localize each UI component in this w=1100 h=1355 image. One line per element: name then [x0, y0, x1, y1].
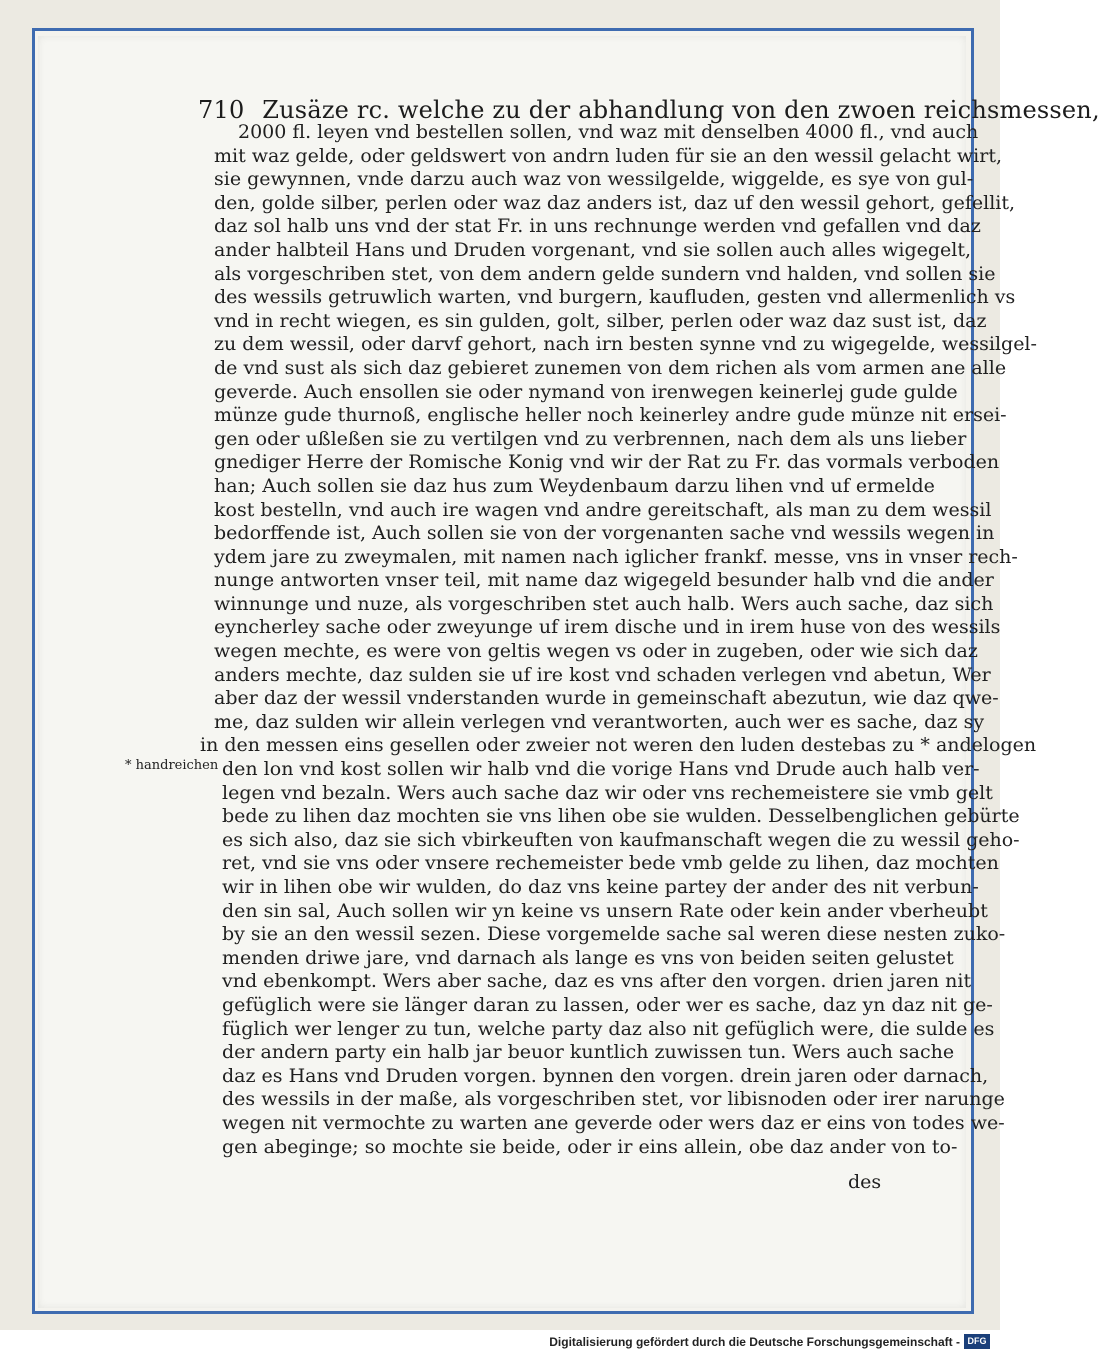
text-line: ander halbteil Hans und Druden vorgenant, vnd sie sollen auch alles wigegelt, [214, 238, 972, 261]
catchword: des [848, 1171, 882, 1193]
text-line: des wessils in der maße, als vorgeschriben stet, vor libisnoden oder irer narunge [222, 1088, 1005, 1111]
text-line: geverde. Auch ensollen sie oder nymand von irenwegen keinerlej gude gulde [214, 380, 958, 403]
text-line: zu dem wessil, oder darvf gehort, nach irn besten synne vnd zu wigegelde, wessilgel- [214, 333, 1037, 356]
running-title: Zusäze rc. welche zu der abhandlung von den zwoen reichsmessen, [262, 96, 1100, 124]
body-text [200, 121, 1037, 1159]
text-line: wir in lihen obe wir wulden, do daz vns keine partey der ander des nit verbun- [222, 876, 979, 898]
text-line: es sich also, daz sie sich vbirkeuften von kaufmanschaft wegen die zu wessil geho- [222, 828, 1020, 851]
text-line: bede zu lihen daz mochten sie vns lihen obe sie wulden. Desselbenglichen gebürte [222, 805, 1020, 828]
funding-credit: Digitalisierung gefördert durch die Deutsche Forschungsgemeinschaft - [549, 1335, 960, 1349]
text-line: vnd ebenkompt. Wers aber sache, daz es vns after den vorgen. drien jaren nit [222, 970, 972, 993]
marginal-note: * handreichen [125, 758, 219, 773]
text-line: han; Auch sollen sie daz hus zum Weydenbaum darzu lihen vnd uf ermelde [214, 474, 935, 497]
text-line: daz es Hans vnd Druden vorgen. bynnen den vorgen. drein jaren oder darnach, [222, 1064, 989, 1087]
text-line: nunge antworten vnser teil, mit name daz wigegeld besunder halb vnd die ander [214, 569, 994, 592]
text-line: den, golde silber, perlen oder waz daz anders ist, daz uf den wessil gehort, gefellit, [214, 191, 1016, 214]
text-line: daz sol halb uns vnd der stat Fr. in uns rechnunge werden vnd gefallen vnd daz [214, 215, 981, 238]
text-line: 2000 fl. leyen vnd bestellen sollen, vnd waz mit denselben 4000 fl., vnd auch [238, 121, 979, 143]
text-line: in den messen eins gesellen oder zweier not weren den luden destebas zu * andelogen [200, 734, 1037, 757]
text-line: anders mechte, daz sulden sie uf ire kost vnd schaden verlegen vnd abetun, Wer [214, 663, 991, 686]
text-line: der andern party ein halb jar beuor kuntlich zuwissen tun. Wers auch sache [222, 1041, 955, 1064]
text-line: eyncherley sache oder zweyunge uf irem dische und in irem huse von des wessils [214, 616, 1001, 639]
text-line: me, daz sulden wir allein verlegen vnd verantworten, auch wer es sache, daz sy [214, 710, 985, 733]
text-line: den lon vnd kost sollen wir halb vnd die vorige Hans vnd Drude auch halb ver- [222, 758, 980, 781]
text-line: winnunge und nuze, als vorgeschriben stet auch halb. Wers auch sache, daz sich [214, 592, 994, 615]
text-line: gen abeginge; so mochte sie beide, oder ir eins allein, obe daz ander von to- [222, 1135, 958, 1158]
text-line: kost bestelln, vnd auch ire wagen vnd andre gereitschaft, als man zu dem wessil [214, 498, 992, 521]
text-line: füglich wer lenger zu tun, welche party daz also nit gefüglich were, die sulde es [222, 1017, 995, 1040]
text-line: gnediger Herre der Romische Konig vnd wir der Rat zu Fr. das vormals verboden [214, 451, 1000, 474]
text-line: de vnd sust als sich daz gebieret zunemen von dem richen als vom armen ane alle [214, 356, 1007, 379]
text-line: aber daz der wessil vnderstanden wurde in gemeinschaft abezutun, wie daz qwe- [214, 687, 999, 710]
text-line: mit waz gelde, oder geldswert von andrn luden für sie an den wessil gelacht wirt, [214, 144, 1002, 167]
text-line: des wessils getruwlich warten, vnd burgern, kaufluden, gesten vnd allermenlich vs [214, 286, 1016, 309]
text-line: menden driwe jare, vnd darnach als lange es vns von beiden seiten gelustet [222, 946, 954, 969]
text-line: als vorgeschriben stet, von dem andern gelde sundern vnd halden, vnd sollen sie [214, 262, 996, 285]
text-line: wegen nit vermochte zu warten ane geverde oder wers daz er eins von todes we- [222, 1111, 1005, 1134]
dfg-logo: DFG [964, 1334, 990, 1349]
text-line: den sin sal, Auch sollen wir yn keine vs unsern Rate oder kein ander vberheubt [222, 899, 988, 922]
text-line: bedorffende ist, Auch sollen sie von der vorgenanten sache vnd wessils wegen in [214, 522, 995, 545]
text-line: gen oder ußleßen sie zu vertilgen vnd zu verbrennen, nach dem als uns lieber [214, 427, 967, 450]
text-line: vnd in recht wiegen, es sin gulden, golt, silber, perlen oder waz daz sust ist, daz [214, 309, 987, 332]
text-line: legen vnd bezaln. Wers auch sache daz wir oder vns rechemeistere sie vmb gelt [222, 781, 993, 804]
text-line: by sie an den wessil sezen. Diese vorgemelde sache sal weren diese nesten zuko- [222, 923, 1006, 946]
text-line: wegen mechte, es were von geltis wegen vs oder in zugeben, oder wie sich daz [214, 640, 978, 663]
text-line: ret, vnd sie vns oder vnsere rechemeister bede vmb gelde zu lihen, daz mochten [222, 852, 999, 875]
running-header [198, 96, 1100, 124]
text-line: sie gewynnen, vnde darzu auch waz von wessilgelde, wiggelde, es sye von gul- [214, 168, 974, 191]
footer-bar [0, 1330, 1000, 1355]
text-line: ydem jare zu zweymalen, mit namen nach iglicher frankf. messe, vns in vnser rech- [214, 545, 1018, 568]
page-number: 710 [198, 96, 245, 124]
text-line: gefüglich were sie länger daran zu lassen, oder wer es sache, daz yn daz nit ge- [222, 993, 993, 1016]
text-line: münze gude thurnoß, englische heller noch keinerley andre gude münze nit ersei- [214, 404, 1007, 427]
